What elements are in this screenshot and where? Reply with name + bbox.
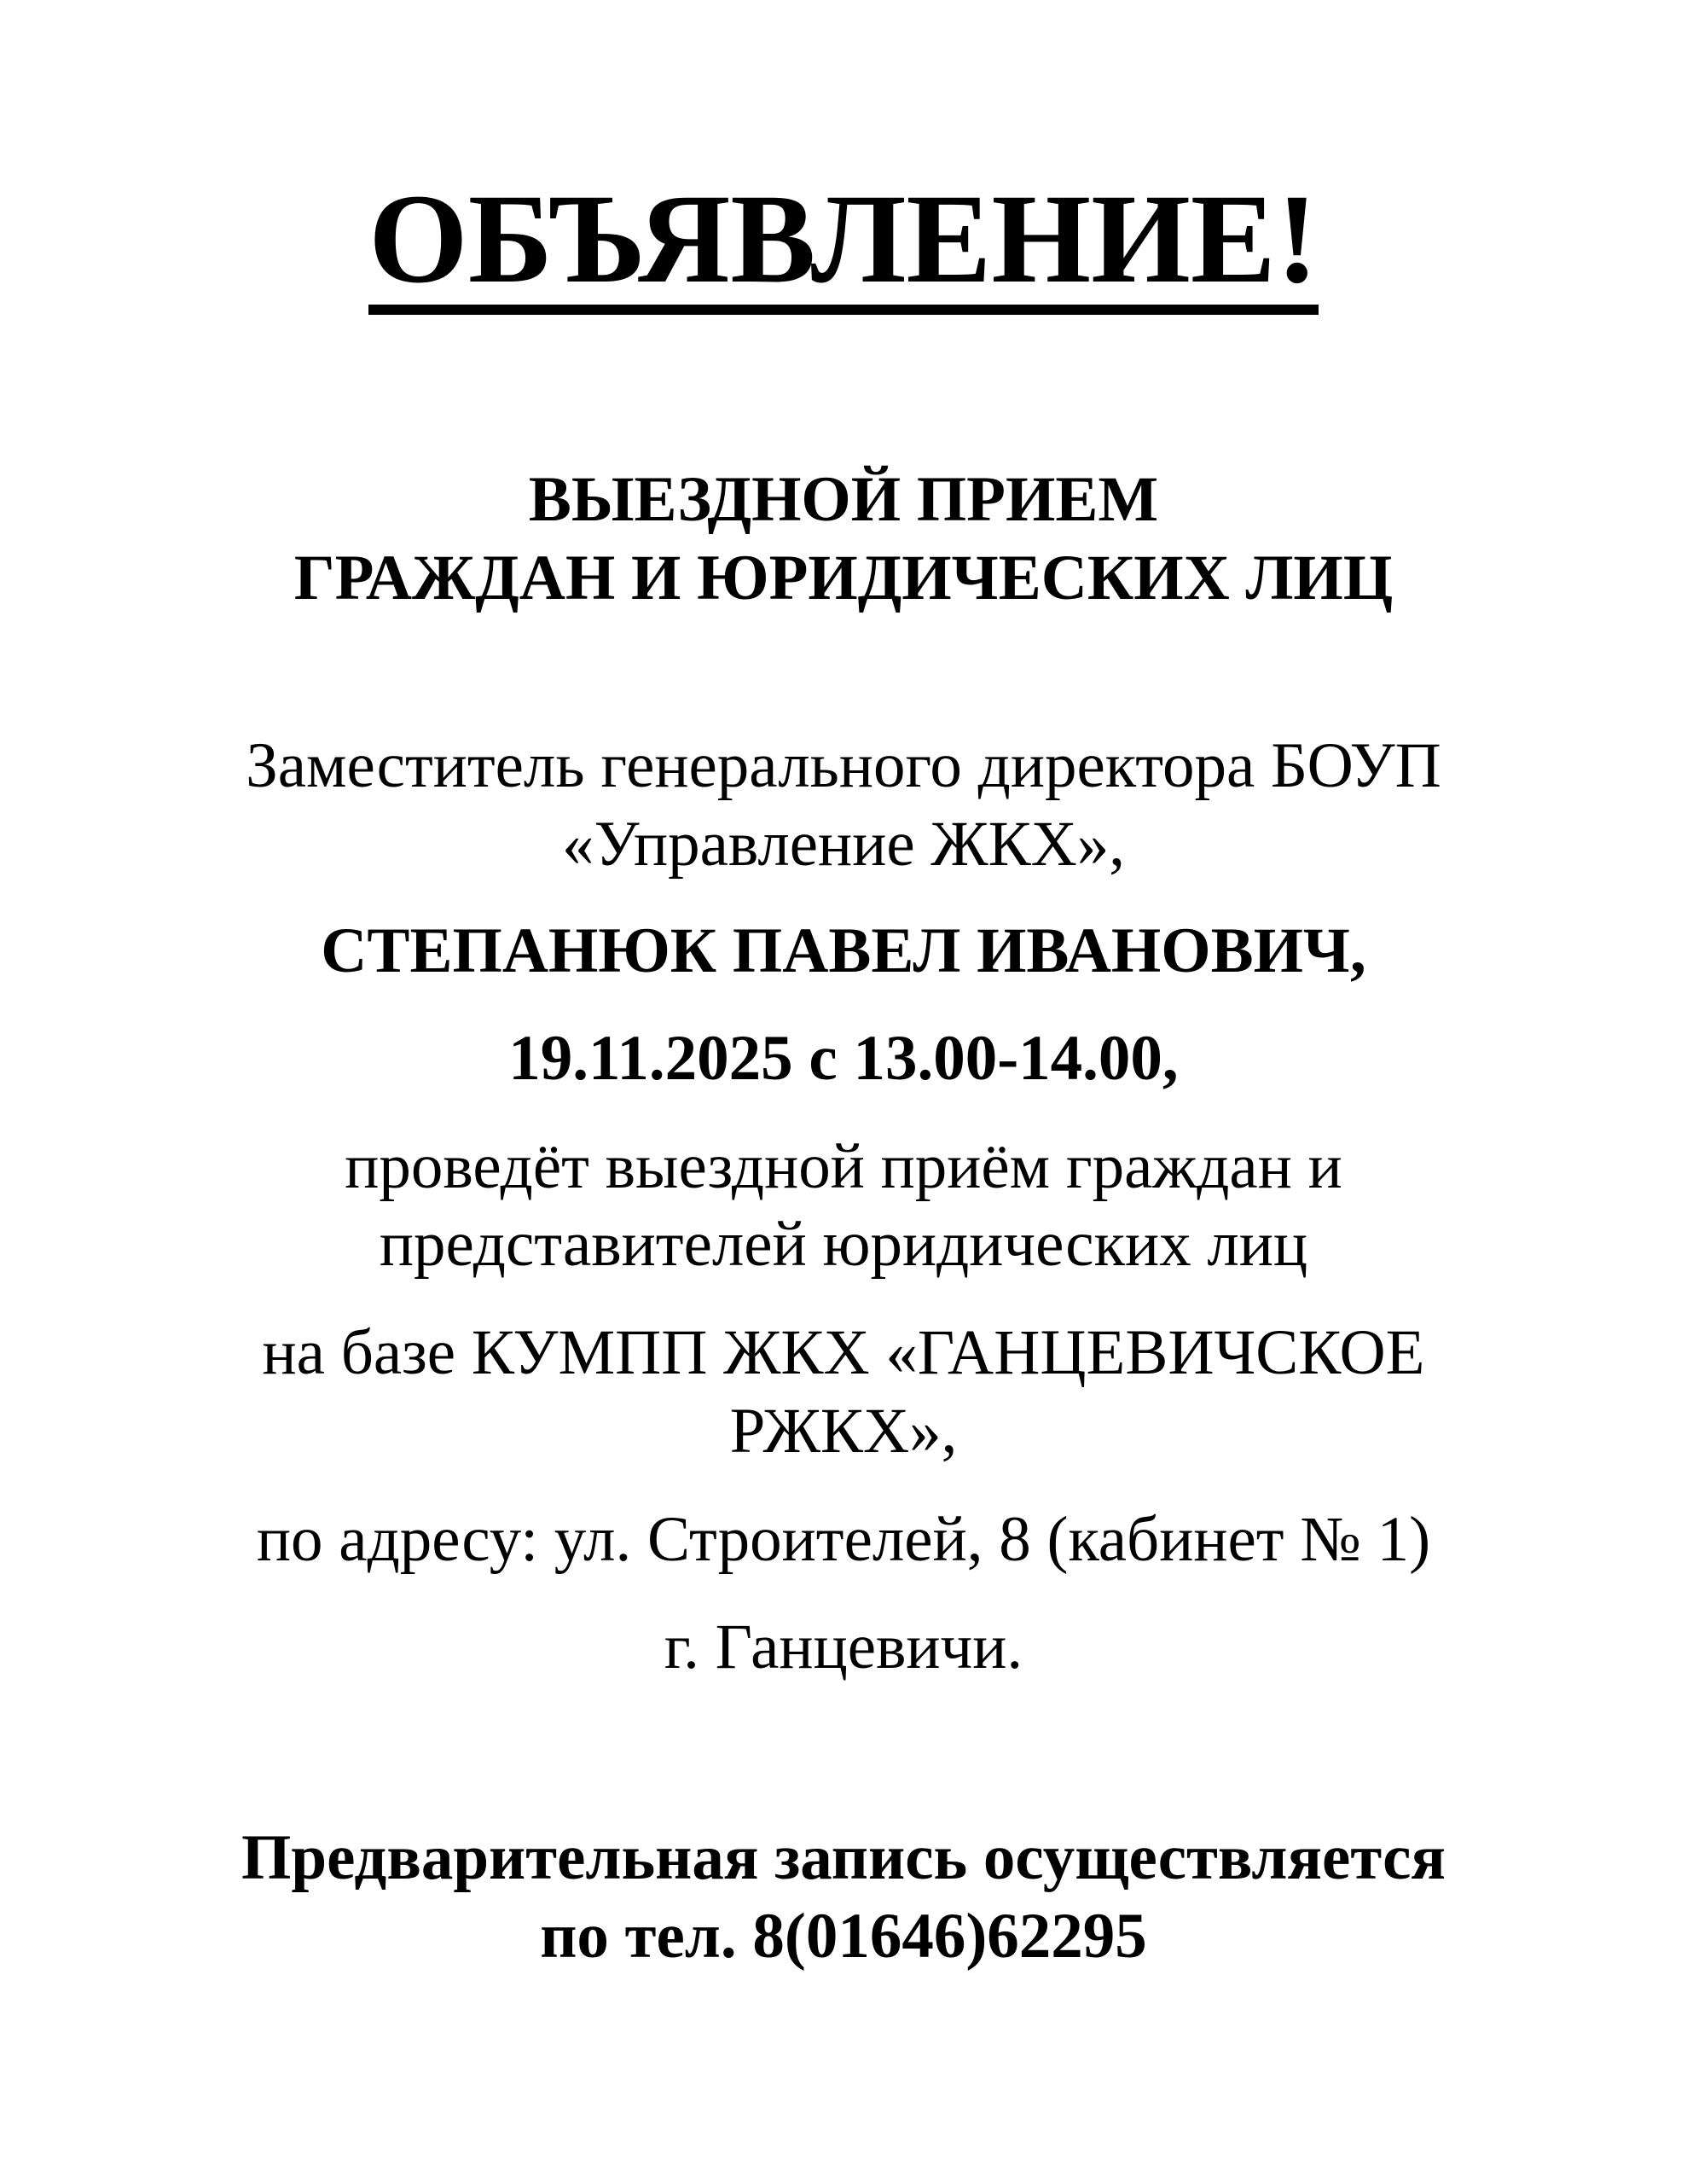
- person-name: СТЕПАНЮК ПАВЕЛ ИВАНОВИЧ,: [321, 915, 1366, 986]
- heading-line-2: ГРАЖДАН И ЮРИДИЧЕСКИХ ЛИЦ: [293, 543, 1394, 613]
- announcement-title-text: ОБЪЯВЛЕНИЕ!: [368, 175, 1319, 315]
- action-line-1: проведёт выездной приём граждан и: [345, 1131, 1342, 1202]
- announcement-title: [0, 168, 1687, 315]
- position-line-2: «Управление ЖКХ»,: [561, 809, 1126, 880]
- city-line: г. Ганцевичи.: [664, 1612, 1023, 1682]
- action-line-2: представителей юридических лиц: [379, 1209, 1308, 1280]
- heading-line-1: ВЫЕЗДНОЙ ПРИЕМ: [528, 464, 1159, 535]
- location-line-1: на базе КУМПП ЖКХ «ГАНЦЕВИЧСКОЕ: [262, 1317, 1425, 1388]
- date-time: 19.11.2025 с 13.00-14.00,: [508, 1023, 1179, 1094]
- location-line-2: РЖКХ»,: [729, 1396, 958, 1467]
- footer-line-2: по тел. 8(01646)62295: [540, 1901, 1147, 1972]
- address-line: по адресу: ул. Строителей, 8 (кабинет № 1): [256, 1504, 1431, 1575]
- position-line-1: Заместитель генерального директора БОУП: [246, 730, 1441, 801]
- footer-line-1: Предварительная запись осуществляется: [241, 1822, 1446, 1893]
